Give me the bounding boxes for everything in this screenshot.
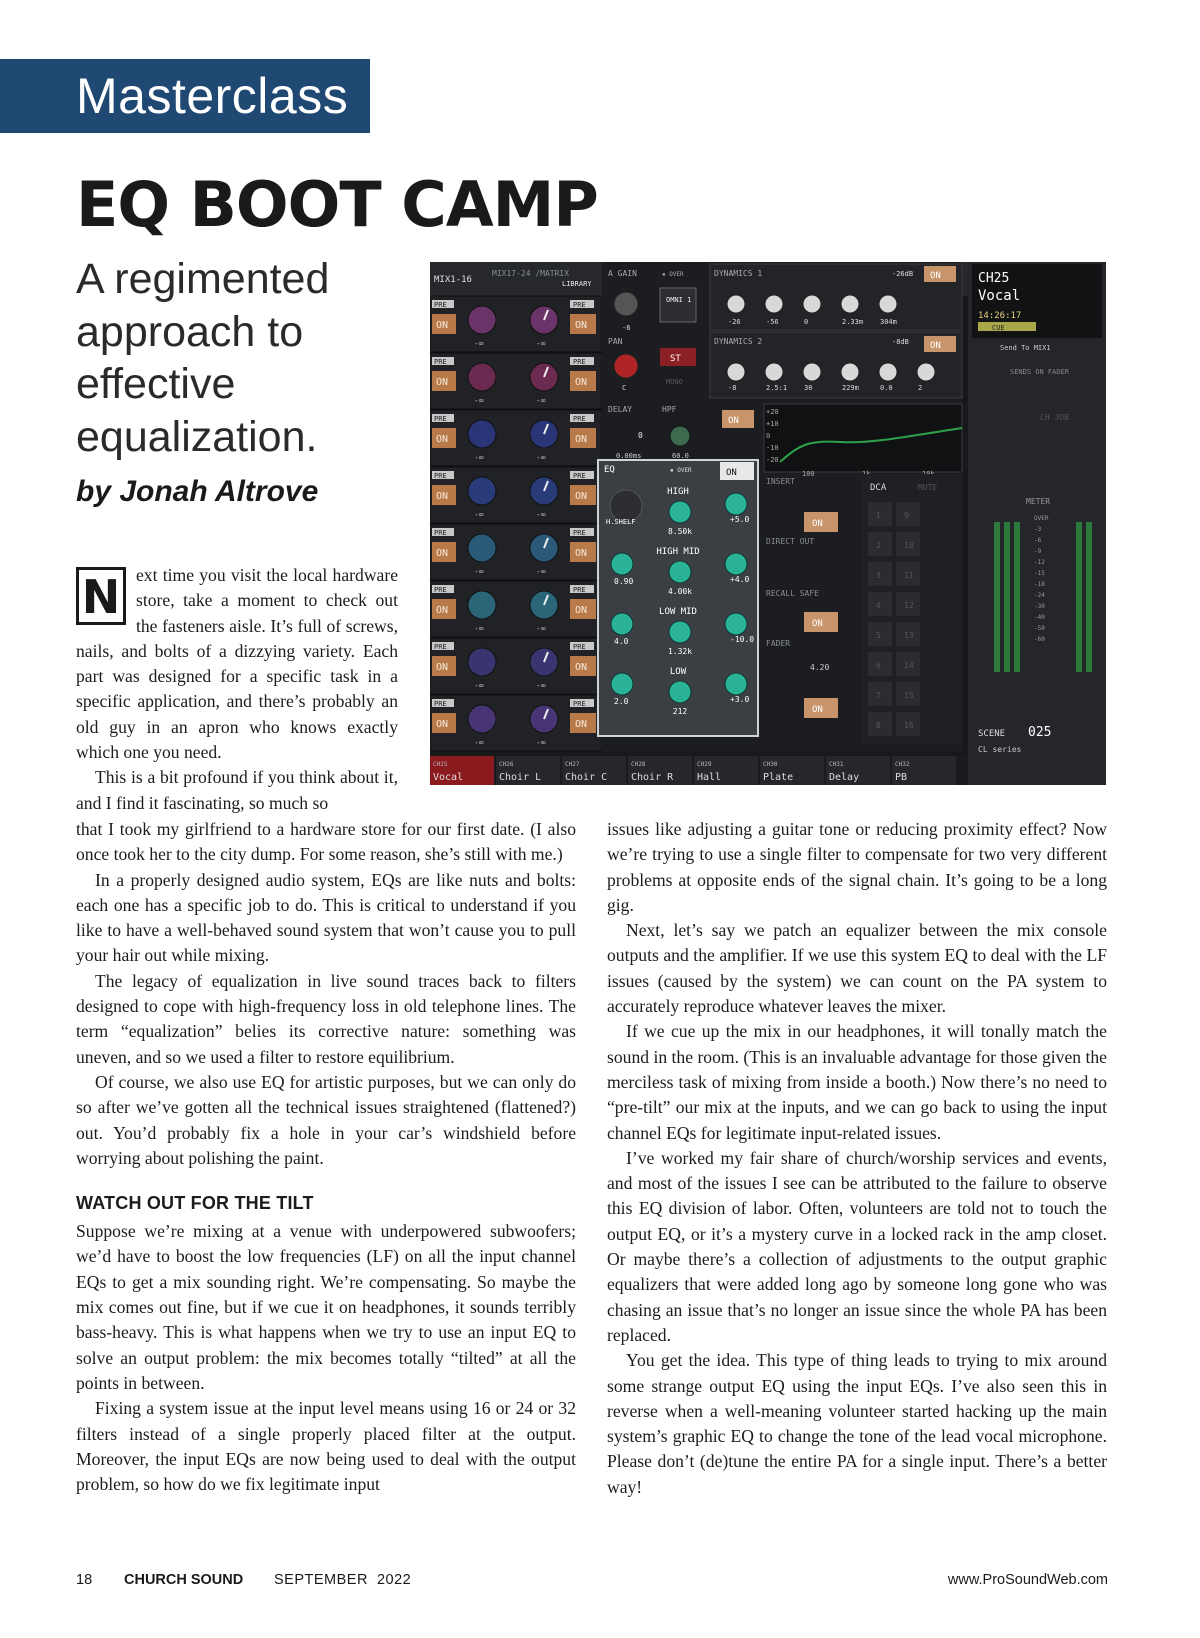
eq-q-knob: [611, 673, 633, 695]
dca-number: 10: [904, 541, 914, 550]
eq-graph: [764, 404, 962, 472]
send-knob: [468, 306, 496, 334]
meter-scale: -40: [1034, 614, 1045, 621]
send-knob: [468, 420, 496, 448]
on-label: ON: [728, 416, 739, 426]
body-column-right: [607, 817, 1107, 1500]
send-knob: [468, 534, 496, 562]
dynamics-value: 2.5:1: [766, 384, 788, 392]
dca-number: 7: [876, 691, 881, 700]
dynamics-value: 229m: [842, 384, 859, 392]
website-url: www.ProSoundWeb.com: [947, 1572, 1108, 1588]
send-level: -∞: [536, 681, 546, 690]
send-knob: [468, 591, 496, 619]
body-paragraph: The legacy of equalization in live sound traces back to filters designed to cope with high-frequency loss in old telephone lines. The term “equalization” belies its corrective nature: something was uneven, and so we used a filter to restore equilibrium.: [76, 970, 576, 1067]
pan-knob: [614, 354, 638, 378]
bottom-channel-name: Choir L: [499, 772, 542, 783]
pre-label: PRE: [434, 358, 447, 366]
bottom-channel-id: CH26: [499, 761, 514, 768]
send-level: -∞: [474, 339, 484, 348]
on-label: ON: [436, 377, 449, 388]
channel-info-panel: [968, 262, 1106, 785]
subhead: WATCH OUT FOR THE TILT: [76, 1193, 314, 1214]
meter-scale: -18: [1034, 581, 1045, 588]
pre-label: PRE: [434, 529, 447, 537]
eq-q-value: 0.90: [614, 577, 634, 586]
graph-db-label: +10: [766, 420, 779, 428]
pre-label: PRE: [573, 700, 586, 708]
pre-label: PRE: [434, 301, 447, 309]
pre-label: PRE: [434, 415, 447, 423]
dynamics-value: 0: [804, 318, 809, 326]
channel-name: Vocal: [978, 288, 1021, 304]
bottom-channel-name: Vocal: [433, 772, 464, 783]
dynamics-knob: [803, 363, 821, 381]
meter-bar: [1004, 522, 1010, 672]
dynamics-knob: [727, 295, 745, 313]
pre-label: PRE: [434, 586, 447, 594]
bottom-channel-name: Plate: [763, 772, 794, 783]
body-column-left: [76, 817, 576, 1497]
bottom-channel-name: Hall: [697, 772, 722, 783]
dynamics-knob: [879, 295, 897, 313]
on-label: ON: [726, 468, 737, 478]
body-paragraph: Next, let’s say we patch an equalizer between the mix console outputs and the amplifier. If we use this system EQ to deal with the LF issues (caused by the system) we can count on the PA system to accurately reproduce whatever leaves the mixer.: [607, 920, 1107, 1017]
console-tab: MIX1-16: [434, 275, 472, 285]
console-tab: LIBRARY: [562, 280, 592, 288]
bottom-channel-id: CH29: [697, 761, 712, 768]
gain-label: A GAIN: [608, 269, 637, 278]
meter-scale: -15: [1034, 570, 1045, 577]
dynamics-value: 2.33m: [842, 318, 864, 326]
dca-number: 6: [876, 661, 881, 670]
cue-badge: [978, 322, 1036, 331]
omni-label: OMNI 1: [666, 296, 692, 304]
omni-button: [660, 288, 696, 322]
graph-db-label: +20: [766, 408, 779, 416]
send-level: -∞: [536, 339, 546, 348]
meter-scale: -50: [1034, 625, 1045, 632]
on-label: ON: [436, 434, 449, 445]
st-label: ST: [670, 354, 681, 364]
on-label: ON: [930, 341, 941, 351]
dynamics-value: -56: [766, 318, 779, 326]
send-level: -∞: [536, 510, 546, 519]
hpf-knob: [670, 426, 690, 446]
send-level: -∞: [536, 738, 546, 747]
magazine-name: CHURCH SOUND: [124, 1572, 244, 1588]
dca-number: 5: [876, 631, 881, 640]
meter-label: METER: [1026, 497, 1051, 506]
send-level: -∞: [474, 681, 484, 690]
eq-gain-knob: [725, 673, 747, 695]
dynamics-knob: [727, 363, 745, 381]
body-paragraph: I’ve worked my fair share of church/worship services and events, and most of the issues I see can be attributed to the failure to observe this EQ division of labor. Often, volunteers are told not to touch the output EQ, or it’s a mystery curve in a locked rack in the amp closet. Or maybe there’s a collection of adjustments to the output graphic equalizers that were added long ago by someone long gone who was chasing an issue that’s no longer an issue since the whole PA has been replaced.: [607, 1147, 1107, 1345]
dca-number: 14: [904, 661, 914, 670]
on-label: ON: [575, 719, 588, 730]
eq-freq-value: 4.00k: [667, 587, 693, 596]
dynamics-value: 304m: [880, 318, 897, 326]
eq-q-knob: [611, 553, 633, 575]
bottom-channel-name: Delay: [829, 772, 860, 783]
eq-band-name: HIGH: [667, 487, 689, 497]
send-level: -∞: [536, 396, 546, 405]
meter-scale: -12: [1034, 559, 1045, 566]
channel-title: CH25: [978, 271, 1010, 286]
body-paragraph: issues like adjusting a guitar tone or reducing proximity effect? Now we’re trying to use a single filter to compensate for two very different problems at opposite ends of the signal chain. It’s going to be a long gig.: [607, 819, 1107, 915]
intro-paragraph: ext time you visit the local hardware store, take a moment to check out the fasteners aisle. It’s full of screws, nails, and bolts of a dizzying variety. Each part was designed for a specific task in a specific application, and there’s probably an old guy in an apron who knows exactly which one you need.: [76, 565, 398, 763]
body-paragraph: Of course, we also use EQ for artistic purposes, but we can only do so after we’ve gotten all the technical issues straightened (flattened?) out. You’d probably fix a hole in your car’s windshield before worrying about polishing the paint.: [76, 1071, 576, 1168]
meter-scale: -30: [1034, 603, 1045, 610]
on-label: ON: [812, 705, 823, 715]
dca-label: DCA: [870, 483, 887, 493]
on-label: ON: [575, 434, 588, 445]
bottom-channel-id: CH27: [565, 761, 580, 768]
pan-label: PAN: [608, 337, 623, 346]
dca-number: 8: [876, 721, 881, 730]
on-label: ON: [436, 719, 449, 730]
eq-q-value: H.SHELF: [606, 518, 636, 526]
send-knob: [468, 477, 496, 505]
meter-bar: [994, 522, 1000, 672]
send-level: -∞: [474, 738, 484, 747]
intro-column: [76, 563, 398, 816]
cue-label: CUE: [992, 324, 1005, 332]
gain-value: -6: [622, 324, 631, 332]
bottom-channel-id: CH25: [433, 761, 448, 768]
on-label: ON: [436, 320, 449, 331]
scene-label: SCENE: [978, 729, 1006, 739]
pre-label: PRE: [434, 472, 447, 480]
on-label: ON: [812, 519, 823, 529]
dca-number: 9: [904, 511, 909, 520]
hpf-value: 60.0: [672, 452, 689, 460]
meter-bar: [1086, 522, 1092, 672]
dynamics1-label: DYNAMICS 1: [714, 269, 763, 278]
on-label: ON: [575, 605, 588, 616]
on-label: ON: [575, 491, 588, 502]
graph-db-label: -10: [766, 444, 779, 452]
dynamics-knob: [841, 295, 859, 313]
eq-q-knob: [611, 613, 633, 635]
bottom-channel-id: CH28: [631, 761, 646, 768]
dca-number: 11: [904, 571, 914, 580]
pre-label: PRE: [434, 700, 447, 708]
eq-freq-value: 212: [672, 707, 688, 716]
mixing-console-image: [430, 262, 1106, 785]
dynamics-knob: [765, 363, 783, 381]
dca-number: 16: [904, 721, 914, 730]
send-knob: [468, 648, 496, 676]
eq-q-value: 4.0: [614, 637, 629, 646]
on-label: ON: [575, 662, 588, 673]
eq-title: EQ: [604, 465, 615, 475]
clock: 14:26:17: [978, 311, 1022, 321]
dca-number: 15: [904, 691, 914, 700]
meter-scale: -24: [1034, 592, 1045, 599]
delay-time: 0.00ms: [616, 452, 642, 460]
graph-db-label: 0: [766, 432, 771, 440]
dca-number: 1: [876, 511, 881, 520]
pre-label: PRE: [573, 643, 586, 651]
bottom-channel-name: Choir R: [631, 772, 674, 783]
headline: EQ BOOT CAMP: [76, 168, 598, 241]
meter-bar: [1014, 522, 1020, 672]
console-section-label: FADER: [766, 639, 791, 648]
on-label: ON: [930, 271, 941, 281]
pre-label: PRE: [573, 415, 586, 423]
page-number: 18: [76, 1572, 93, 1588]
console-section-label: RECALL SAFE: [766, 589, 819, 598]
delay-label: DELAY: [608, 405, 633, 414]
eq-gain-value: +5.0: [730, 515, 750, 524]
bottom-channel-name: Choir C: [565, 772, 608, 783]
dynamics-value: 30: [804, 384, 813, 392]
intro-paragraph-2: This is a bit profound if you think about it, and I find it fascinating, so much so: [76, 767, 398, 813]
dynamics-value: -26: [728, 318, 741, 326]
on-label: ON: [575, 377, 588, 388]
eq-freq-value: 1.32k: [667, 647, 693, 656]
dynamics-knob: [841, 363, 859, 381]
on-label: ON: [436, 605, 449, 616]
body-paragraph: If we cue up the mix in our headphones, it will tonally match the sound in the room. (This is an invaluable advantage for those given the merciless task of mixing from inside a booth.) Now there’s no need to “pre-tilt” our mix at the inputs, and we can go back to using the input channel EQs for legitimate input-related issues.: [607, 1021, 1107, 1143]
dynamics-knob: [917, 363, 935, 381]
eq-q-value: 2.0: [614, 697, 629, 706]
pre-label: PRE: [573, 358, 586, 366]
pre-label: PRE: [573, 472, 586, 480]
byline: by Jonah Altrove: [76, 475, 319, 508]
send-to-label: Send To MIX1: [1000, 344, 1051, 352]
console-section-label: DIRECT OUT: [766, 537, 815, 546]
dca-number: 2: [876, 541, 881, 550]
eq-gain-knob: [725, 613, 747, 635]
fader-value: 4.20: [810, 663, 830, 672]
eq-freq-knob: [669, 501, 691, 523]
dynamics2-threshold: -8dB: [892, 338, 909, 346]
dynamics2-label: DYNAMICS 2: [714, 337, 763, 346]
on-label: ON: [436, 662, 449, 673]
send-knob: [468, 705, 496, 733]
section-label: Masterclass: [0, 59, 370, 133]
mute-label: MUTE: [918, 483, 938, 492]
dynamics-value: 2: [918, 384, 923, 392]
pre-label: PRE: [573, 301, 586, 309]
over-label: ▪ OVER: [662, 271, 684, 278]
graph-freq-label: 100: [802, 470, 815, 478]
body-paragraph: Fixing a system issue at the input level means using 16 or 24 or 32 filters instead of a single properly placed filter at the output. Moreover, the input EQs are now being used to deal with the output problem, so how do we fix legitimate input: [76, 1398, 576, 1495]
dynamics-value: -8: [728, 384, 737, 392]
send-level: -∞: [474, 510, 484, 519]
eq-gain-value: +4.0: [730, 575, 750, 584]
meter-bar: [1076, 522, 1082, 672]
meter-scale: -60: [1034, 636, 1045, 643]
on-label: ON: [575, 548, 588, 559]
scene-number: 025: [1028, 725, 1052, 740]
send-level: -∞: [474, 396, 484, 405]
on-label: ON: [436, 548, 449, 559]
send-level: -∞: [536, 567, 546, 576]
body-paragraph: that I took my girlfriend to a hardware store for our first date. (I also once took her to the city dump. For some reason, she’s still with me.): [76, 819, 576, 865]
eq-gain-value: +3.0: [730, 695, 750, 704]
send-level: -∞: [474, 624, 484, 633]
issue-date: SEPTEMBER 2022: [274, 1572, 412, 1588]
pre-label: PRE: [434, 643, 447, 651]
send-level: -∞: [474, 567, 484, 576]
on-label: ON: [575, 320, 588, 331]
eq-gain-knob: [725, 493, 747, 515]
on-label: ON: [812, 619, 823, 629]
dca-number: 12: [904, 601, 914, 610]
bottom-channel-name: PB: [895, 772, 908, 783]
eq-freq-knob: [669, 681, 691, 703]
dca-number: 3: [876, 571, 881, 580]
eq-band-name: HIGH MID: [656, 547, 700, 557]
on-label: ON: [436, 491, 449, 502]
send-level: -∞: [536, 624, 546, 633]
dynamics-knob: [765, 295, 783, 313]
ch-job: CH JOB: [1040, 413, 1069, 422]
dynamics-knob: [803, 295, 821, 313]
bottom-channel-id: CH31: [829, 761, 844, 768]
delay-value: 0: [638, 431, 643, 440]
graph-db-label: -20: [766, 456, 779, 464]
send-level: -∞: [536, 453, 546, 462]
bottom-channel-id: CH30: [763, 761, 778, 768]
mono-label: MONO: [666, 378, 683, 386]
send-level: -∞: [474, 453, 484, 462]
deck: A regimented approach to effective equalization.: [76, 255, 330, 461]
scene-name: CL series: [978, 745, 1022, 754]
eq-band-name: LOW: [669, 667, 687, 677]
body-paragraph: In a properly designed audio system, EQs are like nuts and bolts: each one has a specific job to do. This is critical to understand if you like to have a well-behaved sound system that won’t cause you to pull your hair out while mixing.: [76, 869, 576, 966]
over-label: ▪ OVER: [670, 467, 692, 474]
pan-value: C: [622, 384, 627, 392]
dynamics1-threshold: -26dB: [892, 270, 914, 278]
eq-freq-value: 8.50k: [667, 527, 693, 536]
dynamics-knob: [879, 363, 897, 381]
pre-label: PRE: [573, 529, 586, 537]
eq-band-name: LOW MID: [659, 607, 697, 617]
body-paragraph: You get the idea. This type of thing leads to trying to mix around some strange output EQ using the input EQs. I’ve also seen this in reverse when a well-meaning volunteer started hacking up the main system’s graphic EQ to change the tone of the lead vocal microphone. Please don’t (de)tune the entire PA for a single input. There’s a better way!: [607, 1350, 1107, 1497]
dca-number: 4: [876, 601, 881, 610]
console-section-label: INSERT: [766, 477, 795, 486]
meter-scale: -9: [1034, 548, 1042, 555]
body-paragraph: Suppose we’re mixing at a venue with underpowered subwoofers; we’d have to boost the low frequencies (LF) on all the input channel EQs to get a mix sounding right. We’re compensating. So maybe the mix comes out fine, but if we cue it on headphones, it sounds terribly bass-heavy. This is what happens when we try to use an input EQ to solve an output problem: the mix becomes totally “tilted” at all the points in between.: [76, 1221, 576, 1393]
console-tab: MIX17-24 /MATRIX: [492, 269, 570, 278]
gain-knob: [614, 292, 638, 316]
meter-scale: OVER: [1034, 515, 1049, 522]
drop-cap: N: [76, 567, 126, 625]
sends-on-fader: SENDS ON FADER: [1010, 368, 1070, 376]
send-knob: [468, 363, 496, 391]
dca-number: 13: [904, 631, 914, 640]
eq-freq-knob: [669, 621, 691, 643]
hpf-label: HPF: [662, 405, 677, 414]
bottom-channel-id: CH32: [895, 761, 910, 768]
eq-freq-knob: [669, 561, 691, 583]
dynamics-value: 0.0: [880, 384, 893, 392]
pre-label: PRE: [573, 586, 586, 594]
meter-scale: -3: [1034, 526, 1042, 533]
eq-gain-value: -10.0: [730, 635, 755, 644]
meter-scale: -6: [1034, 537, 1042, 544]
eq-gain-knob: [725, 553, 747, 575]
